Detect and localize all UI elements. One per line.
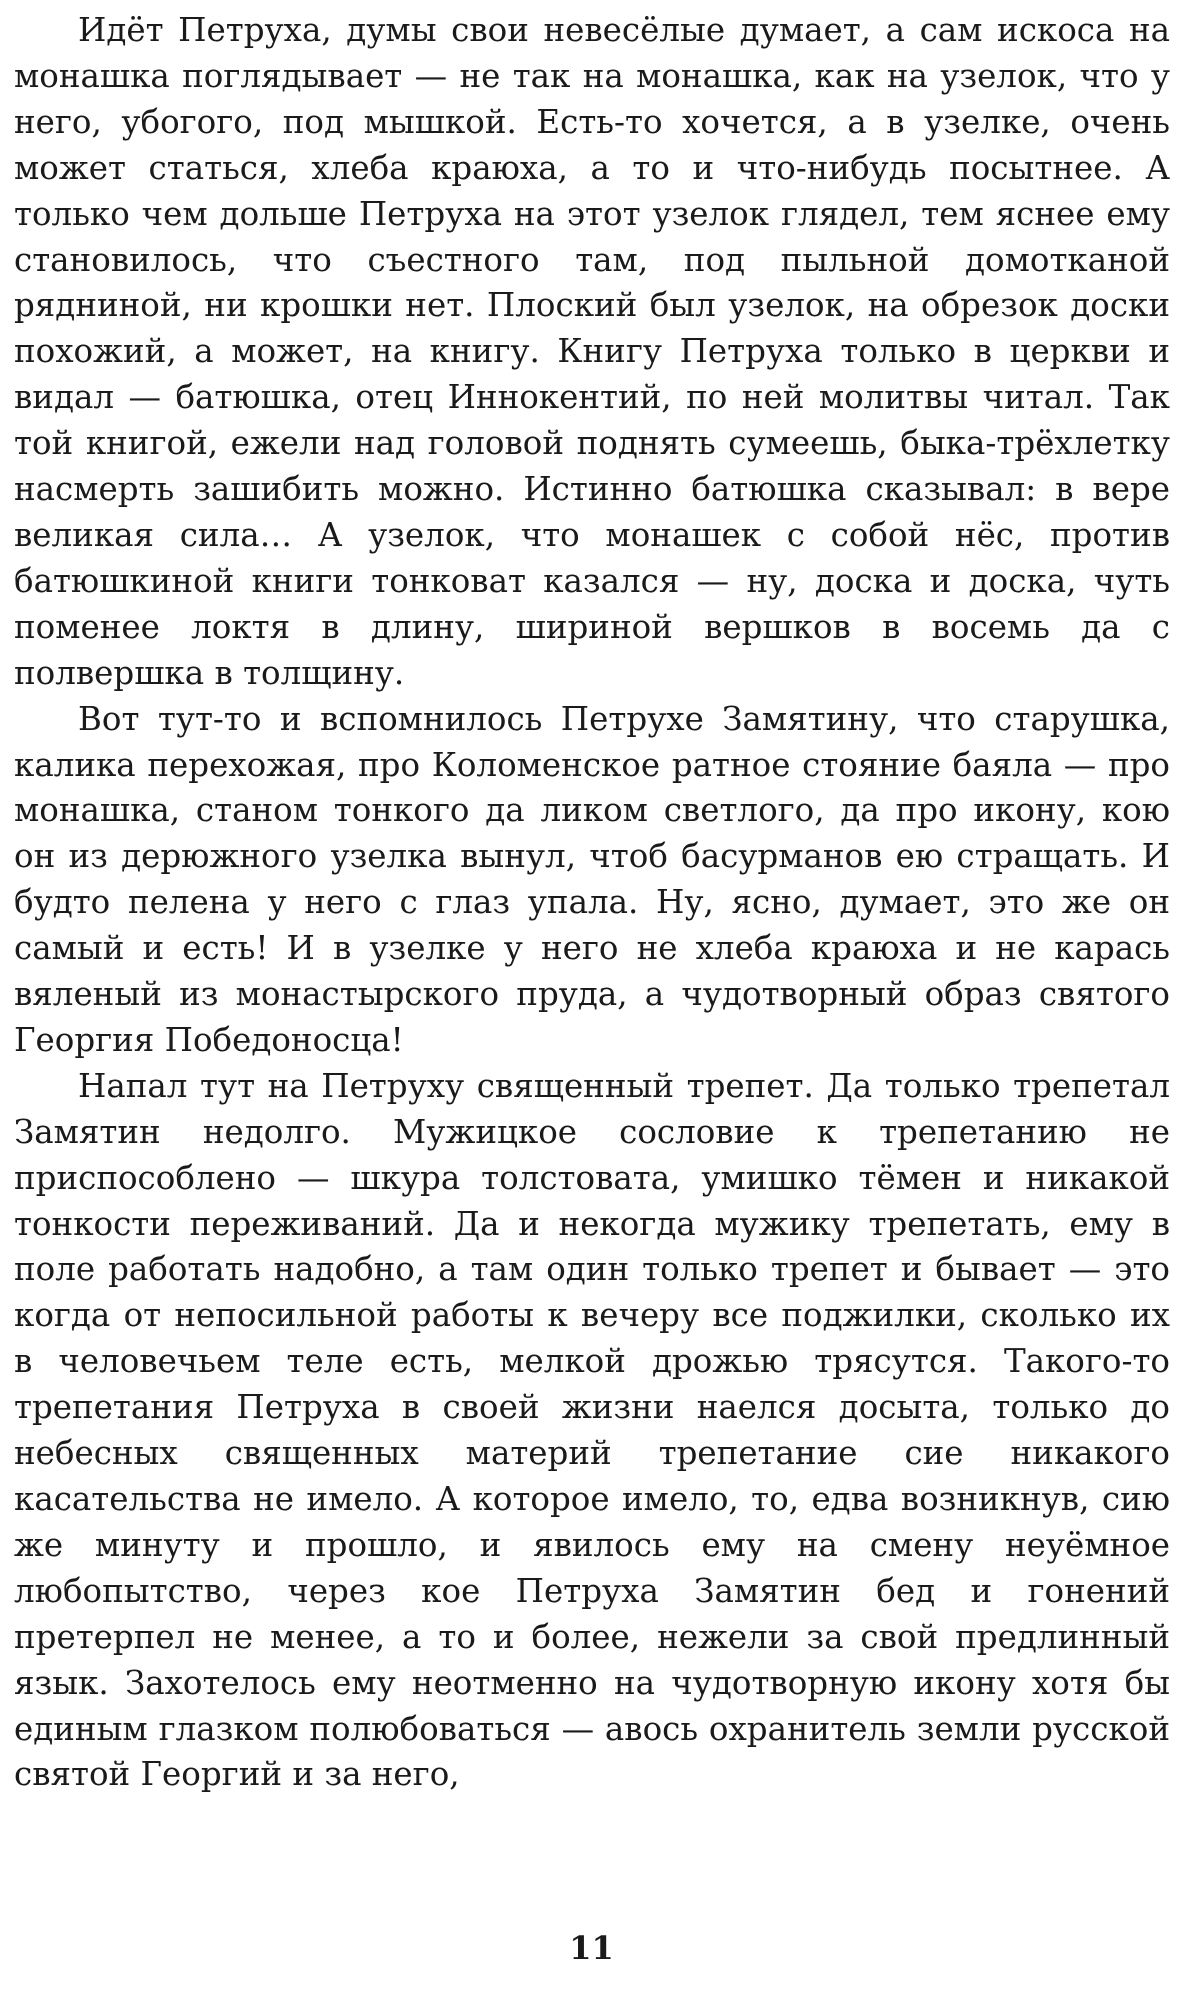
paragraph-3: Напал тут на Петруху священный трепет. Да только трепетал Замятин недолго. Мужицкое сословие к трепетанию не приспособлено — шкура толстовата, умишко тёмен и никакой тонкости переживаний. Да и некогда мужику трепетать, ему в поле работать надобно, а там один только трепет и бывает — это когда от непосильной работы к вечеру все поджилки, сколько их в человечьем теле есть, мелкой дрожью трясутся. Такого-то трепетания Петруха в своей жизни наелся досыта, только до небесных священных материй трепетание сие никакого касательства не имело. А которое имело, то, едва возникнув, сию же минуту и прошло, и явилось ему на смену неуёмное любопытство, через кое Петруха Замятин бед и гонений претерпел не менее, а то и более, нежели за свой предлинный язык. Захотелось ему неотменно на чудотворную икону хотя бы единым глазком полюбоваться — авось охранитель земли русской святой Георгий и за него, [14, 1066, 1170, 1794]
paragraph-2: Вот тут-то и вспомнилось Петрухе Замятину, что старушка, калика перехожая, про Коломенское ратное стояние баяла — про монашка, станом тонкого да ликом светлого, да про икону, кою он из дерюжного узелка вынул, чтоб басурманов ею стращать. И будто пелена у него с глаз упала. Ну, ясно, думает, это же он самый и есть! И в узелке у него не хлеба краюха и не карась вяленый из монастырского пруда, а чудотворный образ святого Георгия Победоносца! [14, 699, 1170, 1059]
text-column [14, 8, 1170, 1798]
page-number: 11 [569, 1929, 614, 1967]
paragraph-1: Идёт Петруха, думы свои невесёлые думает, а сам искоса на монашка поглядывает — не так на монашка, как на узелок, что у него, убогого, под мышкой. Есть-то хочется, а в узелке, очень может статься, хлеба краюха, а то и что-нибудь посытнее. А только чем дольше Петруха на этот узелок глядел, тем яснее ему становилось, что съестного там, под пыльной домотканой ряднинoй, ни крошки нет. Плоский был узелок, на обрезок доски похожий, а может, на книгу. Книгу Петруха только в церкви и видал — батюшка, отец Иннокентий, по ней молитвы читал. Так той книгой, ежели над головой поднять сумеешь, быка-трёхлетку насмерть зашибить можно. Истинно батюшка сказывал: в вере великая сила… А узелок, что монашек с собой нёс, против батюшкиной книги тонковат казался — ну, доска и доска, чуть поменее локтя в длину, шириной вершков в восемь да с полвершка в толщину. [14, 11, 1170, 692]
